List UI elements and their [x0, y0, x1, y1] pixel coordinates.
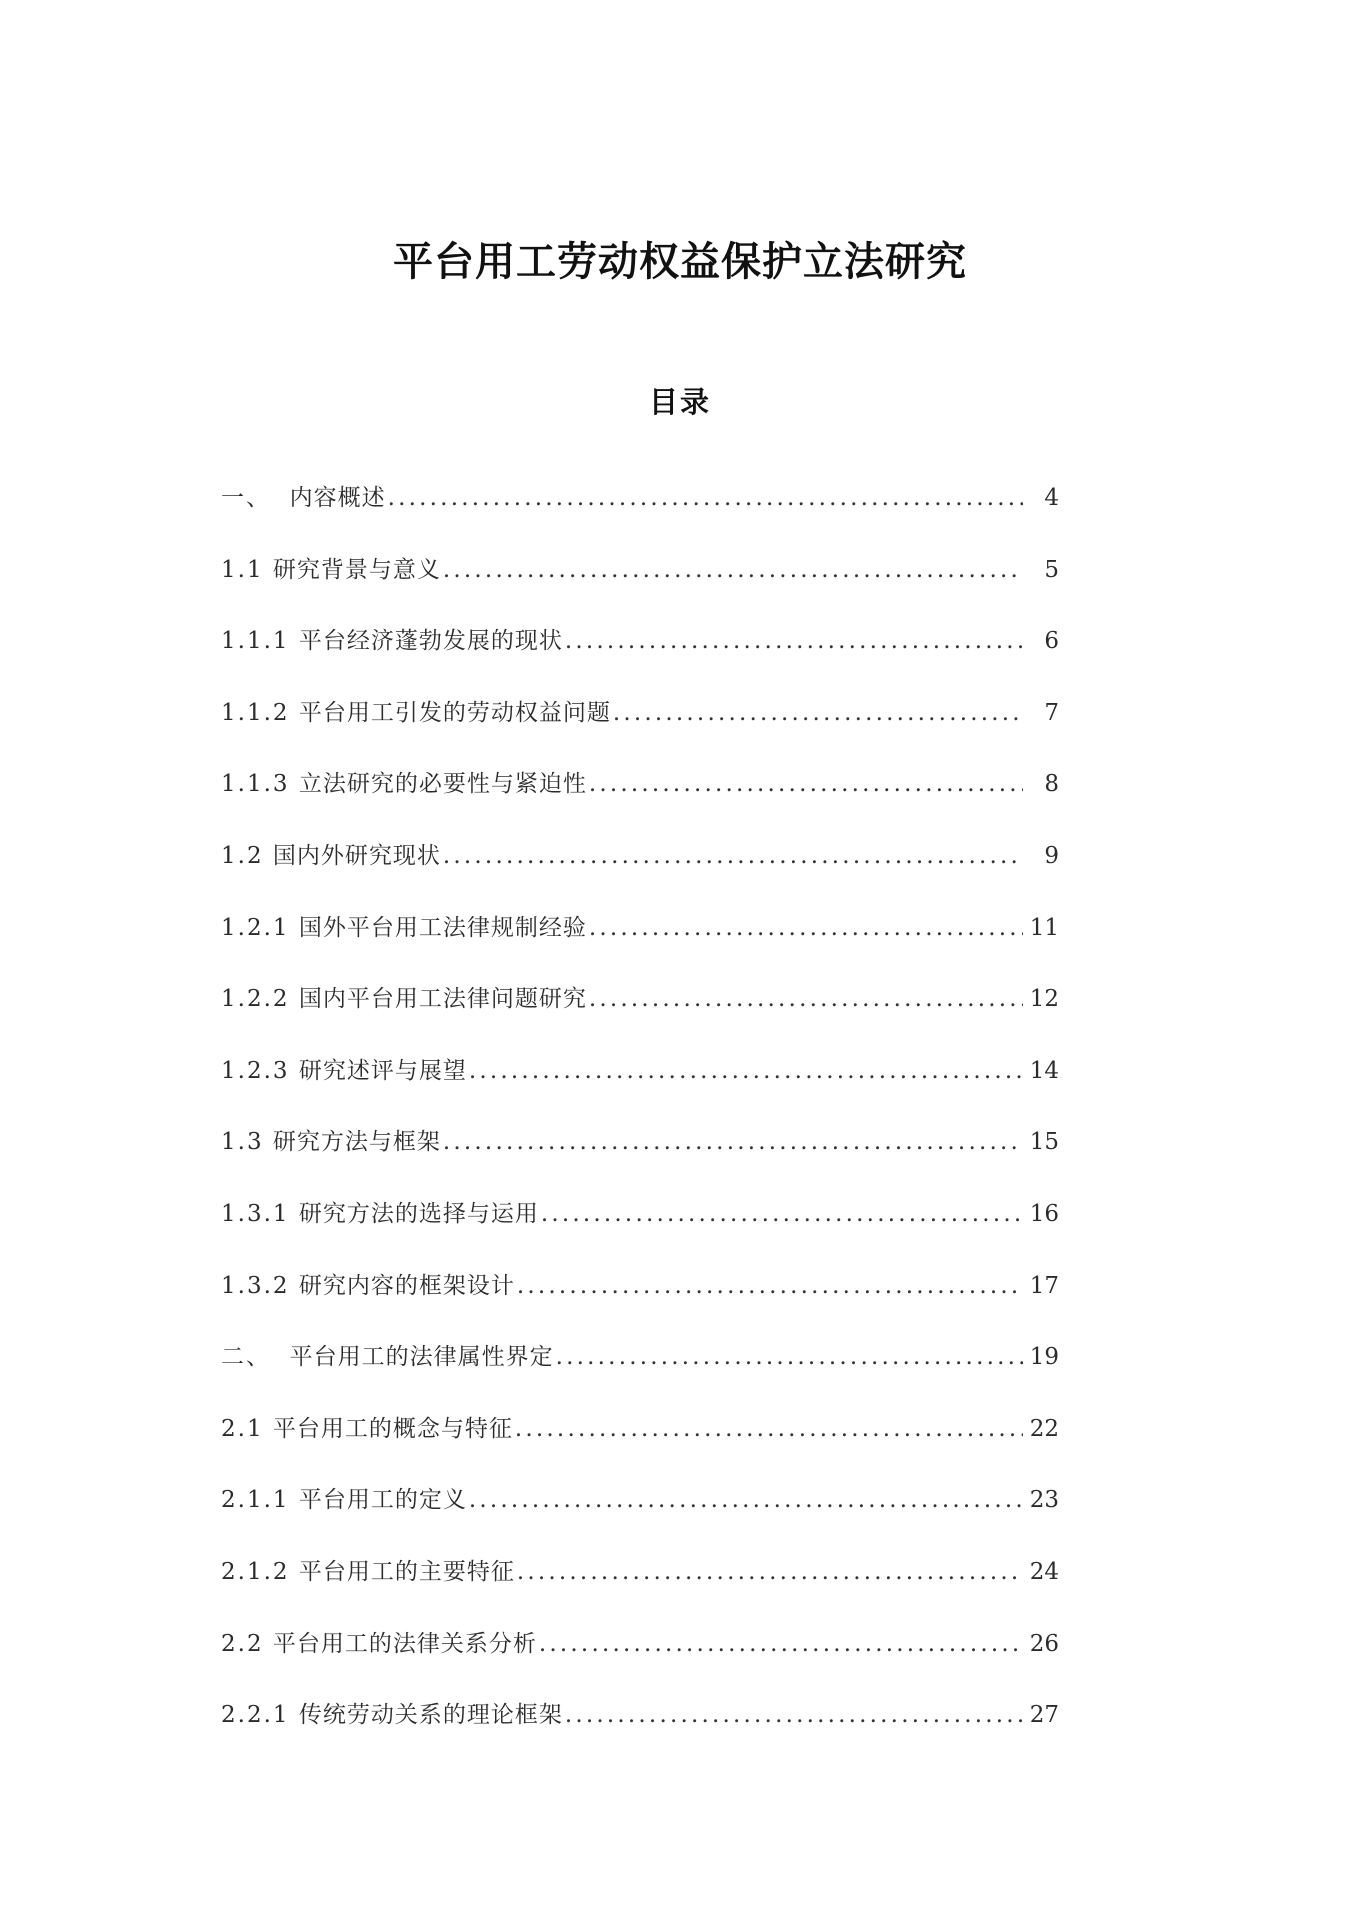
toc-entry-number: 1.2.1	[221, 914, 299, 941]
toc-entry-number: 1.3.1	[221, 1200, 299, 1227]
toc-entry-page: 23	[1029, 1487, 1059, 1514]
toc-entry-number: 2.2.1	[221, 1702, 299, 1729]
toc-entry-title: 传统劳动关系的理论框架	[298, 1702, 563, 1729]
toc-entry-title: 研究方法的选择与运用	[298, 1200, 539, 1227]
toc-entry-page: 7	[1044, 699, 1059, 726]
toc-entry-page: 4	[1044, 485, 1059, 511]
toc-entry[interactable]	[221, 763, 1059, 835]
dot-leader	[515, 1408, 1023, 1450]
dot-leader	[388, 477, 1023, 519]
toc-entry-title: 内容概述	[289, 485, 386, 511]
toc-entry-number: 1.3	[221, 1129, 273, 1156]
toc-entry-title: 研究述评与展望	[298, 1057, 467, 1084]
toc-entry-number: 一、	[221, 485, 290, 511]
toc-entry-title: 研究内容的框架设计	[298, 1272, 515, 1299]
toc-entry-title: 平台用工的定义	[298, 1487, 467, 1514]
dot-leader	[613, 692, 1023, 734]
toc-entry-page: 14	[1029, 1057, 1059, 1084]
toc-entry[interactable]	[221, 1551, 1059, 1623]
toc-entry-title: 国内外研究现状	[272, 842, 441, 869]
toc-entry[interactable]	[221, 1265, 1059, 1337]
dot-leader	[539, 1623, 1023, 1665]
toc-entry-title: 平台用工的法律属性界定	[289, 1344, 554, 1371]
toc-entry-page: 9	[1044, 842, 1059, 869]
toc-heading: 目录	[648, 385, 711, 419]
toc-entry-page: 12	[1029, 986, 1059, 1013]
toc-entry[interactable]	[221, 1408, 1059, 1480]
toc-entry[interactable]	[221, 835, 1059, 907]
toc-entry-page: 27	[1029, 1702, 1059, 1729]
toc-entry-number: 1.2	[221, 842, 273, 869]
toc-entry-page: 15	[1029, 1129, 1059, 1156]
toc-entry[interactable]	[221, 692, 1059, 764]
toc-entry-title: 平台用工的法律关系分析	[272, 1630, 537, 1657]
dot-leader	[556, 1336, 1023, 1378]
toc-entry-page: 22	[1029, 1415, 1059, 1442]
toc-entry-number: 2.1.2	[221, 1558, 299, 1585]
toc-entry-title: 平台用工的概念与特征	[272, 1415, 513, 1442]
toc-entry-title: 立法研究的必要性与紧迫性	[298, 771, 587, 798]
toc-entry-page: 16	[1029, 1200, 1059, 1227]
dot-leader	[517, 1265, 1023, 1307]
toc-entry-number: 2.2	[221, 1630, 273, 1657]
toc-entry-number: 1.1.1	[221, 628, 299, 655]
toc-entry-page: 11	[1029, 914, 1059, 941]
dot-leader	[443, 1121, 1023, 1163]
toc-entry-number: 二、	[221, 1344, 290, 1371]
dot-leader	[589, 978, 1023, 1020]
toc-entry-title: 研究方法与框架	[272, 1129, 441, 1156]
dot-leader	[565, 1694, 1023, 1736]
toc-entry[interactable]	[221, 1336, 1059, 1408]
document-title: 平台用工劳动权益保护立法研究	[393, 239, 967, 285]
dot-leader	[589, 763, 1023, 805]
toc-entry[interactable]	[221, 978, 1059, 1050]
toc-entry-page: 24	[1029, 1558, 1059, 1585]
toc-entry-title: 研究背景与意义	[272, 556, 441, 583]
toc-entry[interactable]	[221, 1694, 1059, 1766]
toc-entry-page: 6	[1044, 628, 1059, 655]
toc-entry-title: 平台用工的主要特征	[298, 1558, 515, 1585]
toc-entry-page: 5	[1044, 556, 1059, 583]
toc-entry-number: 1.2.2	[221, 986, 299, 1013]
toc-entry-number: 1.1.2	[221, 699, 299, 726]
toc-entry-page: 17	[1029, 1272, 1059, 1299]
dot-leader	[443, 835, 1023, 877]
toc-entry-number: 1.3.2	[221, 1272, 299, 1299]
toc-entry-number: 1.1.3	[221, 771, 299, 798]
dot-leader	[443, 549, 1023, 591]
toc-entry-number: 1.1	[221, 556, 273, 583]
dot-leader	[565, 620, 1023, 662]
dot-leader	[589, 907, 1023, 949]
toc-entry-page: 19	[1029, 1344, 1059, 1371]
toc-entry-number: 1.2.3	[221, 1057, 299, 1084]
dot-leader	[541, 1193, 1023, 1235]
toc-entry[interactable]	[221, 1623, 1059, 1695]
toc-entry-number: 2.1	[221, 1415, 273, 1442]
toc-entry-title: 国外平台用工法律规制经验	[298, 914, 587, 941]
toc-entry[interactable]	[221, 1121, 1059, 1193]
toc-entry[interactable]	[221, 1479, 1059, 1551]
toc-entry[interactable]	[221, 477, 1059, 549]
dot-leader	[517, 1551, 1023, 1593]
toc-entry-title: 平台用工引发的劳动权益问题	[298, 699, 611, 726]
toc-entry-number: 2.1.1	[221, 1487, 299, 1514]
toc-entry-title: 国内平台用工法律问题研究	[298, 986, 587, 1013]
table-of-contents	[221, 477, 1059, 1766]
toc-entry[interactable]	[221, 549, 1059, 621]
toc-entry[interactable]	[221, 907, 1059, 979]
toc-entry[interactable]	[221, 1193, 1059, 1265]
dot-leader	[469, 1050, 1023, 1092]
toc-entry-page: 26	[1029, 1630, 1059, 1657]
dot-leader	[469, 1479, 1023, 1521]
toc-entry-title: 平台经济蓬勃发展的现状	[298, 628, 563, 655]
toc-entry[interactable]	[221, 620, 1059, 692]
toc-entry[interactable]	[221, 1050, 1059, 1122]
toc-entry-page: 8	[1044, 771, 1059, 798]
